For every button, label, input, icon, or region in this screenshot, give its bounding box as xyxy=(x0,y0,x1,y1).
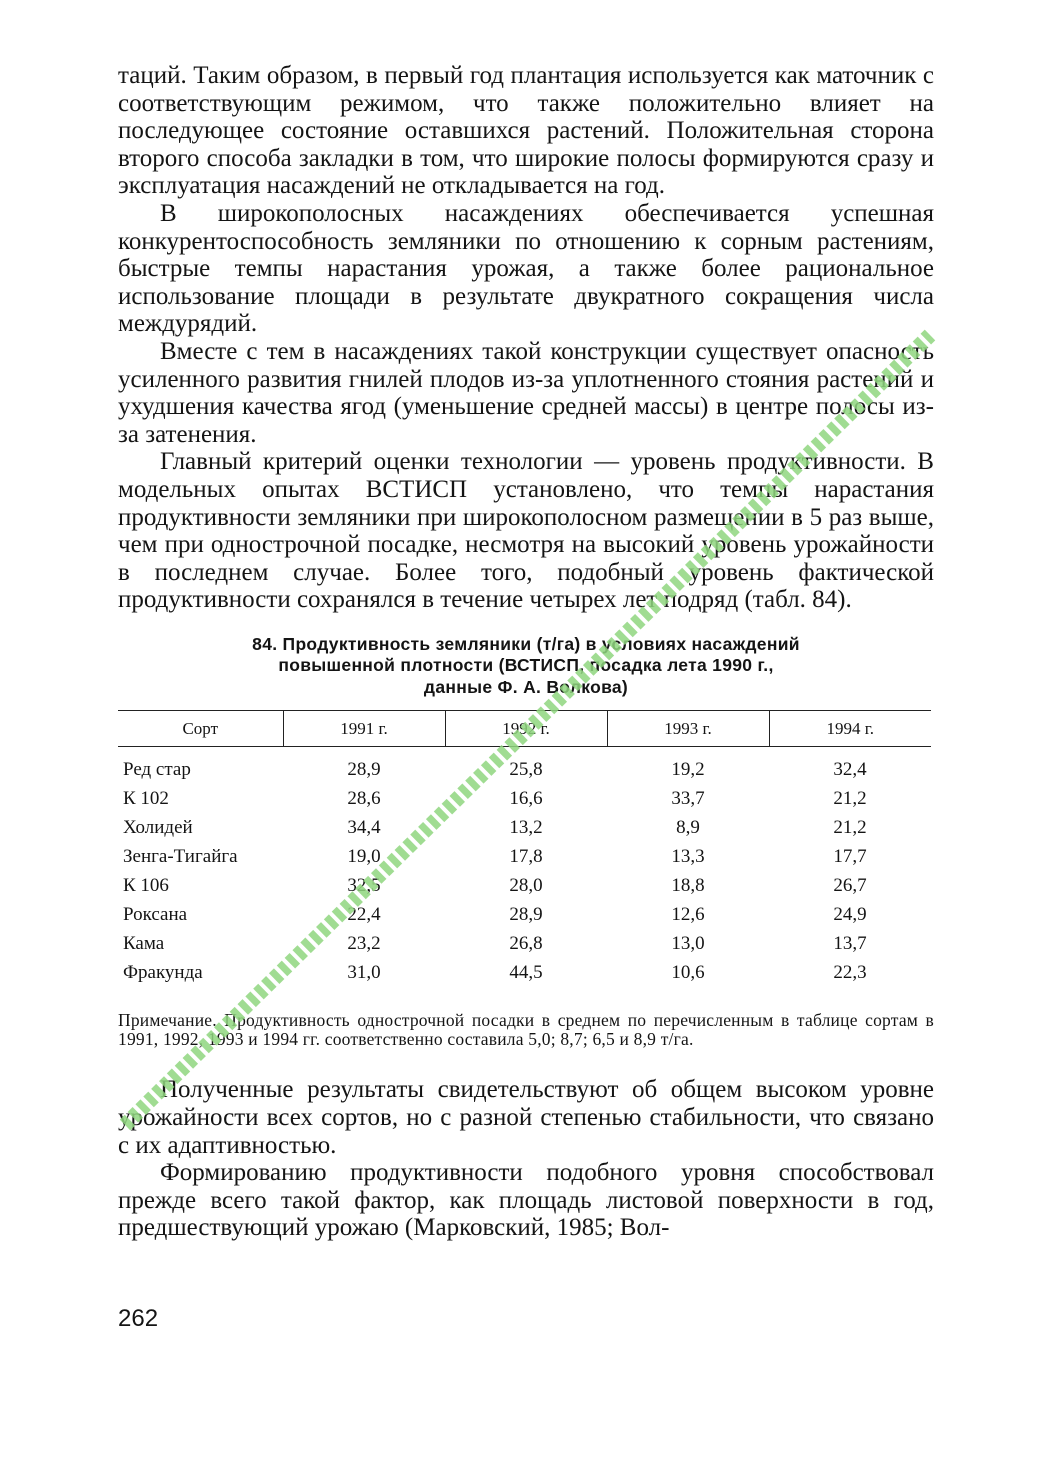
value-cell: 22,3 xyxy=(833,961,867,983)
table-caption-line-1: 84. Продуктивность земляники (т/га) в условиях насаждений xyxy=(252,633,800,654)
value-cell: 8,9 xyxy=(676,816,700,838)
page-body xyxy=(118,62,934,1242)
variety-cell: Холидей xyxy=(123,816,193,838)
paragraph-6: Формированию продуктивности подобного уровня способствовал прежде всего такой фактор, как площадь листовой поверхности в год, предшествующий урожаю (Марковский, 1985; Вол- xyxy=(118,1159,934,1242)
value-cell: 28,6 xyxy=(347,787,381,809)
variety-cell: К 102 xyxy=(123,787,169,809)
table-caption xyxy=(118,634,934,699)
value-cell: 13,2 xyxy=(509,816,543,838)
paragraph-2: В широкополосных насаждениях обеспечивается успешная конкурентоспособность земляники по отношению к сорным растениям, быстрые темпы нарастания урожая, а также более рациональное использование площади в результате двукратного сокращения числа междурядий. xyxy=(118,199,934,338)
value-cell: 34,4 xyxy=(347,816,381,838)
table-caption-line-3: данные Ф. А. Волкова) xyxy=(423,676,629,697)
value-cell: 13,7 xyxy=(833,932,867,954)
value-cell: 44,5 xyxy=(509,961,543,983)
table-header-row xyxy=(118,711,931,747)
table-row xyxy=(118,929,931,958)
table-row xyxy=(118,958,931,987)
value-cell: 19,0 xyxy=(347,845,381,867)
header-1992: 1992 г. xyxy=(445,711,607,747)
table-row xyxy=(118,871,931,900)
value-cell: 26,7 xyxy=(833,874,867,896)
value-cell: 32,5 xyxy=(347,874,381,896)
variety-cell: Кама xyxy=(123,932,165,954)
value-cell: 26,8 xyxy=(509,932,543,954)
value-cell: 17,8 xyxy=(509,845,543,867)
header-1993: 1993 г. xyxy=(607,711,769,747)
variety-cell: Ред стар xyxy=(123,758,191,780)
value-cell: 28,0 xyxy=(509,874,543,896)
table-row xyxy=(118,900,931,929)
value-cell: 13,3 xyxy=(671,845,705,867)
value-cell: 22,4 xyxy=(347,903,381,925)
table-row xyxy=(118,747,931,785)
table-row xyxy=(118,813,931,842)
value-cell: 21,2 xyxy=(833,787,867,809)
paragraph-3: Вместе с тем в насаждениях такой конструкции существует опасность усиленного развития гнилей плодов из-за уплотненного стояния растений и ухудшения качества ягод (уменьшение средней массы) в центре полосы из-за затенения. xyxy=(118,337,934,448)
value-cell: 32,4 xyxy=(833,758,867,780)
value-cell: 19,2 xyxy=(671,758,705,780)
paragraph-5: Полученные результаты свидетельствуют об общем высоком уровне урожайности всех сортов, но с разной степенью стабильности, что связано с их адаптивностью. xyxy=(118,1076,934,1159)
variety-cell: Зенга-Тигайга xyxy=(123,845,238,867)
value-cell: 12,6 xyxy=(671,903,705,925)
value-cell: 28,9 xyxy=(347,758,381,780)
table-row xyxy=(118,842,931,871)
value-cell: 24,9 xyxy=(833,903,867,925)
header-1994: 1994 г. xyxy=(769,711,931,747)
paragraph-4: Главный критерий оценки технологии — уровень продуктивности. В модельных опытах ВСТИСП установлено, что темпы нарастания продуктивности земляники при широкополосном размещении в 5 раз выше, чем при однострочной посадке, несмотря на высокий уровень урожайности в последнем случае. Более того, подобный уровень фактической продуктивности сохранялся в течение четырех лет подряд (табл. 84). xyxy=(118,448,934,614)
value-cell: 13,0 xyxy=(671,932,705,954)
paragraph-1: таций. Таким образом, в первый год плантация используется как маточник с соответствующим режимом, что также положительно влияет на последующее состояние оставшихся растений. Положительная сторона второго способа закладки в том, что широкие полосы формируются сразу и эксплуатация насаждений не откладывается на год. xyxy=(118,62,934,200)
table-caption-line-2: повышенной плотности (ВСТИСП, посадка лета 1990 г., xyxy=(278,655,774,676)
value-cell: 31,0 xyxy=(347,961,381,983)
table-note: Примечание. Продуктивность однострочной посадки в среднем по перечисленным в таблице сортам в 1991, 1992, 1993 и 1994 гг. соответственно составила 5,0; 8,7; 6,5 и 8,9 т/га. xyxy=(118,1010,934,1049)
page-number: 262 xyxy=(118,1305,159,1332)
value-cell: 33,7 xyxy=(671,787,705,809)
productivity-table xyxy=(118,710,931,987)
variety-cell: Фракунда xyxy=(123,961,203,983)
value-cell: 23,2 xyxy=(347,932,381,954)
value-cell: 10,6 xyxy=(671,961,705,983)
value-cell: 18,8 xyxy=(671,874,705,896)
header-variety: Сорт xyxy=(118,711,283,747)
header-1991: 1991 г. xyxy=(283,711,445,747)
variety-cell: Роксана xyxy=(123,903,188,925)
value-cell: 17,7 xyxy=(833,845,867,867)
value-cell: 16,6 xyxy=(509,787,543,809)
table-row xyxy=(118,784,931,813)
value-cell: 28,9 xyxy=(509,903,543,925)
value-cell: 21,2 xyxy=(833,816,867,838)
value-cell: 25,8 xyxy=(509,758,543,780)
variety-cell: К 106 xyxy=(123,874,169,896)
